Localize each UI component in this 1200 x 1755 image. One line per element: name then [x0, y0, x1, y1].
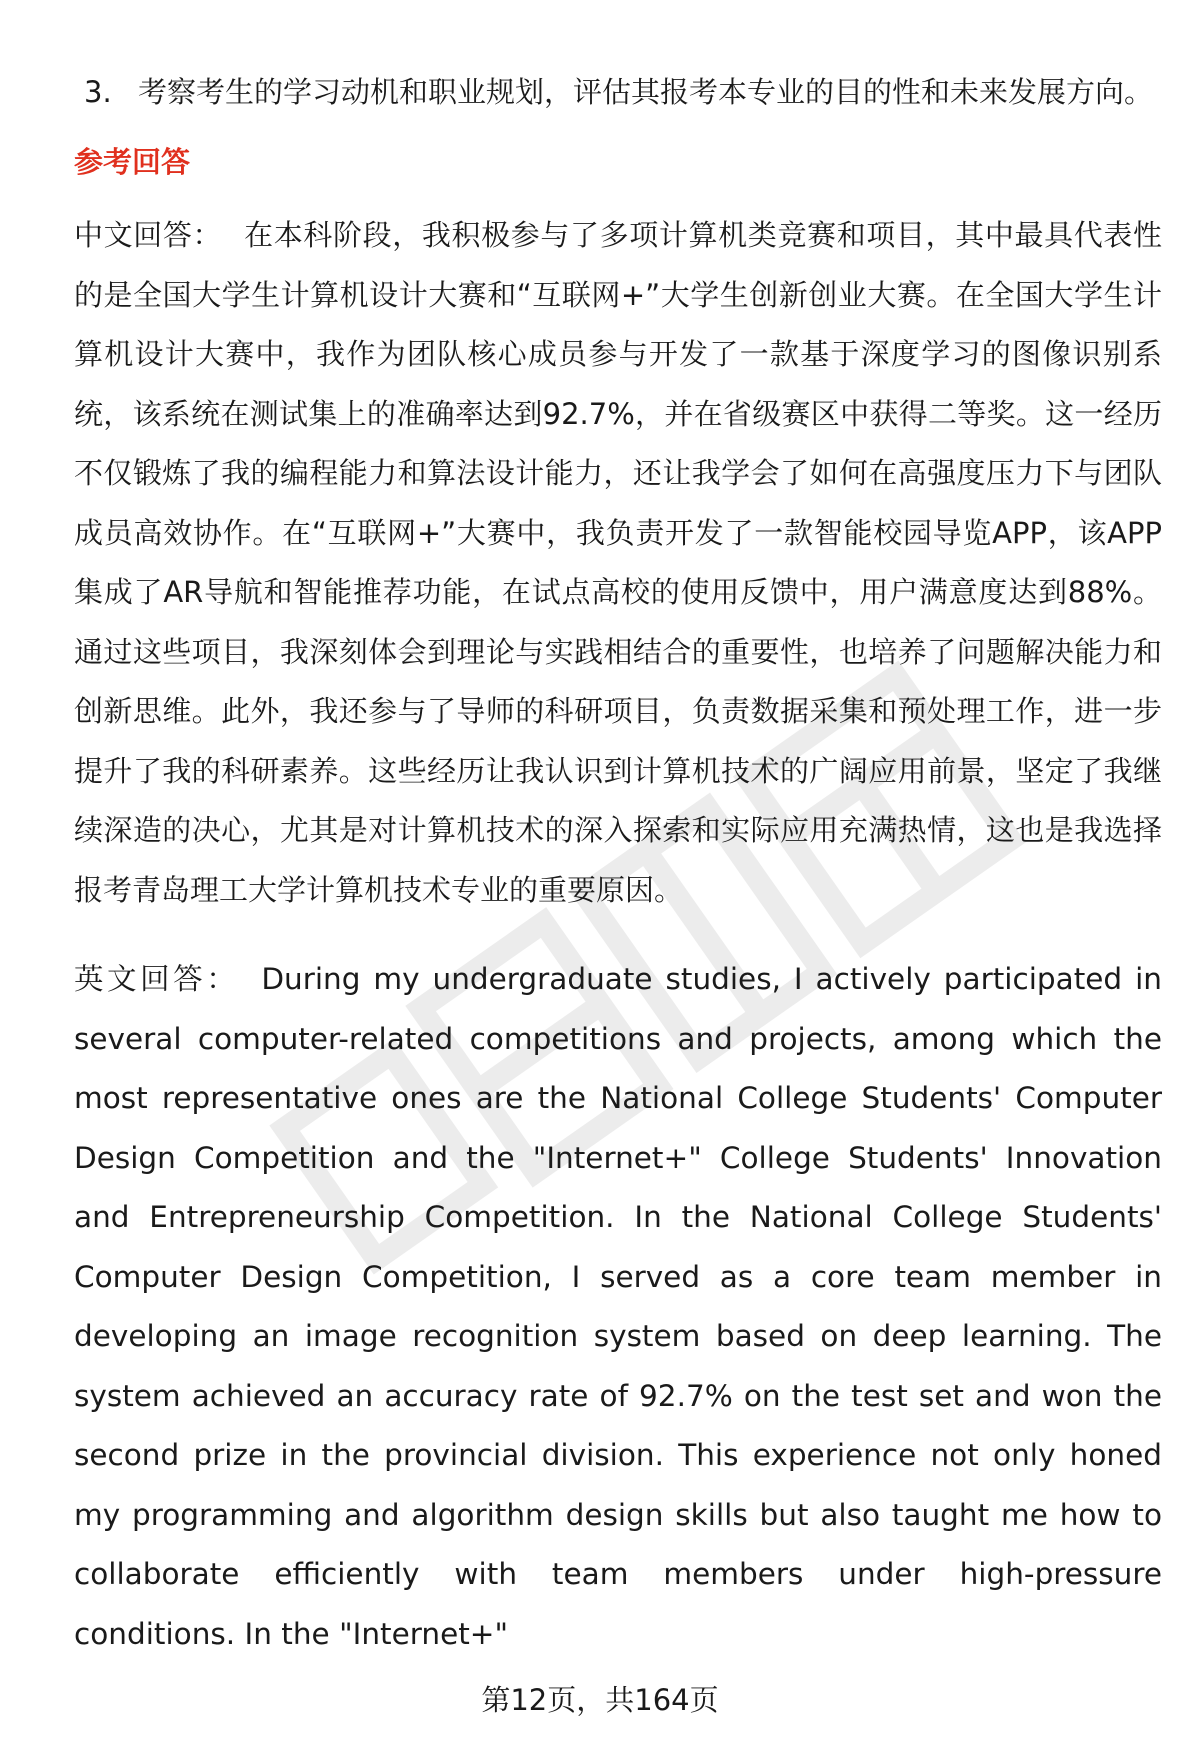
- chinese-answer-label: 中文回答：: [74, 218, 223, 252]
- english-answer-paragraph: [74, 950, 1162, 1664]
- document-page: [74, 62, 1162, 1664]
- english-answer-label: 英文回答：: [74, 962, 240, 996]
- list-item-3: [84, 62, 1162, 122]
- list-item-number: 3.: [84, 75, 112, 109]
- chinese-answer-paragraph: [74, 206, 1162, 920]
- reference-answer-heading: 参考回答: [74, 145, 191, 179]
- list-item-text: 考察考生的学习动机和职业规划，评估其报考本专业的目的性和未来发展方向。: [138, 75, 1154, 109]
- page-footer: 第12页，共164页: [481, 1683, 719, 1717]
- chinese-answer-text: 在本科阶段，我积极参与了多项计算机类竞赛和项目，其中最具代表性的是全国大学生计算机设计大赛和“互联网+”大学生创新创业大赛。在全国大学生计算机设计大赛中，我作为团队核心成员参与开发了一款基于深度学习的图像识别系统，该系统在测试集上的准确率达到92.7%，并在省级赛区中获得二等奖。这一经历不仅锻炼了我的编程能力和算法设计能力，还让我学会了如何在高强度压力下与团队成员高效协作。在“互联网+”大赛中，我负责开发了一款智能校园导览APP，该APP集成了AR导航和智能推荐功能，在试点高校的使用反馈中，用户满意度达到88%。通过这些项目，我深刻体会到理论与实践相结合的重要性，也培养了问题解决能力和创新思维。此外，我还参与了导师的科研项目，负责数据采集和预处理工作，进一步提升了我的科研素养。这些经历让我认识到计算机技术的广阔应用前景，坚定了我继续深造的决心，尤其是对计算机技术的深入探索和实际应用充满热情，这也是我选择报考青岛理工大学计算机技术专业的重要原因。: [74, 218, 1162, 907]
- english-answer-text: During my undergraduate studies, I actively participated in several computer-related competitions and projects, among which the most representative ones are the National College Students' Computer Design Competition and the "Internet+" College Students' Innovation and Entrepreneurship Competition. In the National College Students' Computer Design Competition, I served as a core team member in developing an image recognition system based on deep learning. The system achieved an accuracy rate of 92.7% on the test set and won the second prize in the provincial division. This experience not only honed my programming and algorithm design skills but also taught me how to collaborate efficiently with team members under high-pressure conditions. In the "Internet+": [74, 962, 1162, 1651]
